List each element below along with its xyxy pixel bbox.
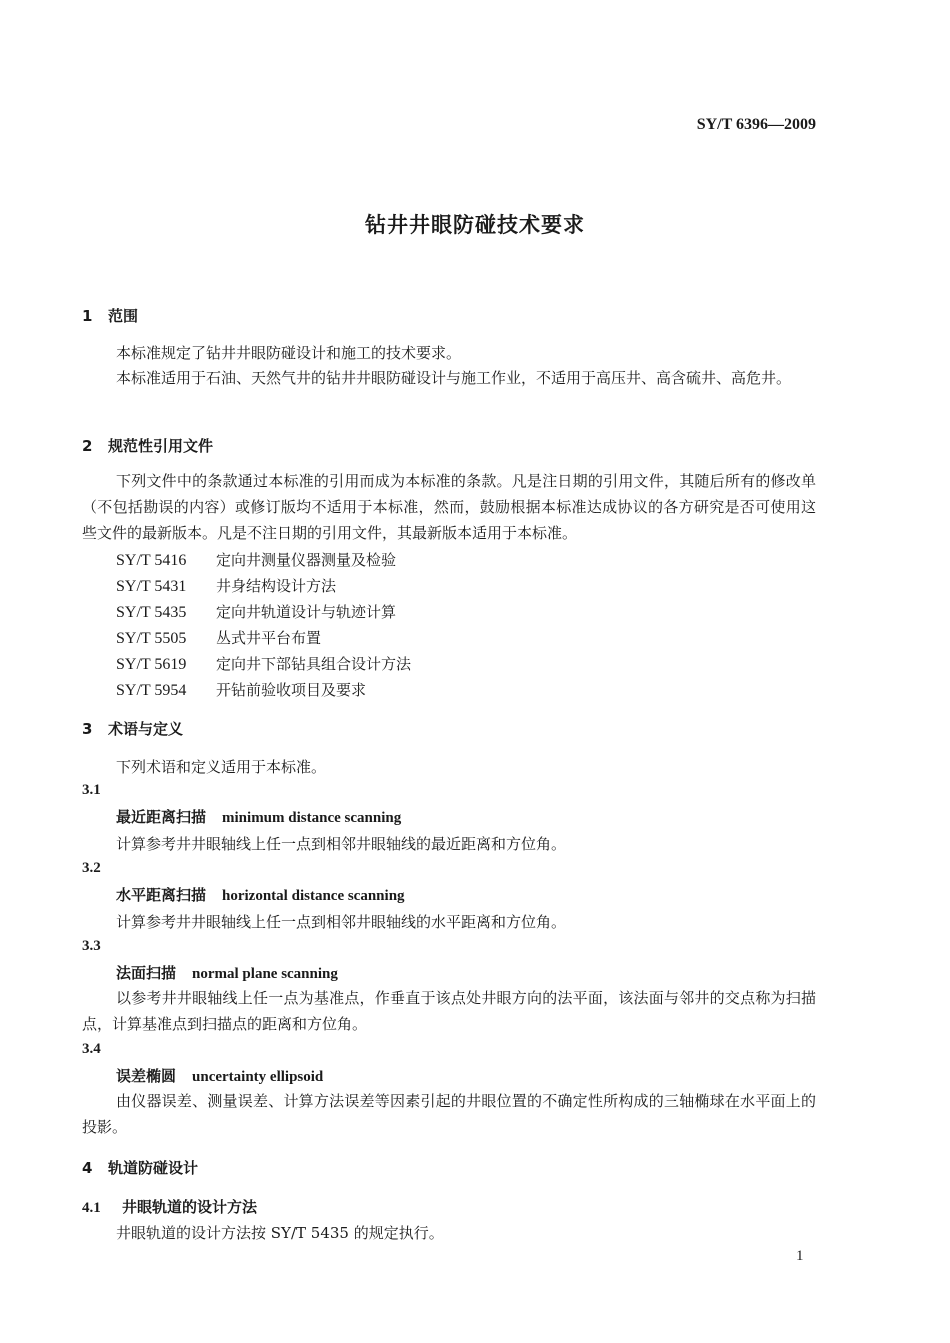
reference-code: SY/T 5505	[116, 630, 187, 647]
term-number: 3.4	[82, 1041, 101, 1057]
term-zh: 水平距离扫描	[116, 886, 207, 904]
section-title: 范围	[108, 307, 139, 325]
paragraph: 本标准规定了钻井井眼防碰设计和施工的技术要求。	[116, 344, 462, 362]
term-en: minimum distance scanning	[222, 810, 402, 826]
subsection-number: 4.1	[82, 1200, 101, 1216]
section-title: 术语与定义	[108, 720, 184, 738]
term-en: horizontal distance scanning	[222, 888, 405, 904]
paragraph: 下列术语和定义适用于本标准。	[116, 758, 327, 776]
term-heading	[116, 884, 405, 905]
term-heading	[116, 962, 338, 983]
term-number: 3.3	[82, 938, 101, 954]
reference-name: 开钻前验收项目及要求	[216, 681, 367, 699]
section-4-heading	[82, 1157, 198, 1178]
reference-code: SY/T 5416	[116, 552, 187, 569]
section-1-heading	[82, 305, 138, 326]
term-definition: 计算参考井井眼轴线上任一点到相邻井眼轴线的最近距离和方位角。	[116, 835, 567, 853]
term-zh: 最近距离扫描	[116, 808, 207, 826]
subsection-title: 井眼轨道的设计方法	[122, 1198, 258, 1216]
paragraph: 下列文件中的条款通过本标准的引用而成为本标准的条款。凡是注日期的引用文件，其随后所有的修改单（不包括勘误的内容）或修订版均不适用于本标准，然而，鼓励根据本标准达成协议的各方研究是否可使用这些文件的最新版本。凡是不注日期的引用文件，其最新版本适用于本标准。	[82, 472, 816, 542]
term-zh: 误差椭圆	[116, 1067, 177, 1085]
reference-item	[116, 575, 336, 596]
reference-item	[116, 627, 321, 648]
reference-name: 定向井测量仪器测量及检验	[216, 551, 397, 569]
section-number: 3	[82, 720, 93, 738]
section-number: 2	[82, 437, 93, 455]
reference-name: 井身结构设计方法	[216, 577, 337, 595]
reference-code: SY/T 5435	[116, 604, 187, 621]
reference-code: SY/T 5954	[116, 682, 187, 699]
term-en: uncertainty ellipsoid	[192, 1069, 324, 1085]
reference-item	[116, 549, 396, 570]
term-definition: 以参考井井眼轴线上任一点为基准点，作垂直于该点处井眼方向的法平面，该法面与邻井的交点称为扫描点，计算基准点到扫描点的距离和方位角。	[82, 989, 816, 1033]
paragraph: 井眼轨道的设计方法按 SY/T 5435 的规定执行。	[116, 1224, 444, 1242]
reference-item	[116, 653, 411, 674]
term-heading	[116, 806, 401, 827]
reference-name: 定向井轨道设计与轨迹计算	[216, 603, 397, 621]
term-zh: 法面扫描	[116, 964, 177, 982]
reference-item	[116, 601, 396, 622]
term-definition: 计算参考井井眼轴线上任一点到相邻井眼轴线的水平距离和方位角。	[116, 913, 567, 931]
reference-item	[116, 679, 366, 700]
paragraph: 本标准适用于石油、天然气井的钻井井眼防碰设计与施工作业，不适用于高压井、高含硫井、高危井。	[116, 369, 792, 387]
reference-code: SY/T 5619	[116, 656, 187, 673]
section-title: 轨道防碰设计	[108, 1159, 199, 1177]
section-3-heading	[82, 718, 183, 739]
term-heading	[116, 1065, 323, 1086]
term-definition: 由仪器误差、测量误差、计算方法误差等因素引起的井眼位置的不确定性所构成的三轴椭球在水平面上的投影。	[82, 1092, 816, 1136]
reference-name: 定向井下部钻具组合设计方法	[216, 655, 412, 673]
reference-name: 丛式井平台布置	[216, 629, 322, 647]
term-en: normal plane scanning	[192, 966, 338, 982]
subsection-4-1-heading	[82, 1196, 257, 1217]
term-number: 3.2	[82, 860, 101, 876]
reference-code: SY/T 5431	[116, 578, 187, 595]
section-title: 规范性引用文件	[108, 437, 214, 455]
page-title: 钻井井眼防碰技术要求	[365, 213, 585, 237]
section-number: 1	[82, 307, 93, 325]
section-number: 4	[82, 1159, 93, 1177]
term-number: 3.1	[82, 782, 101, 798]
page-number: 1	[796, 1248, 804, 1264]
section-2-heading	[82, 435, 213, 456]
standard-code: SY/T 6396—2009	[696, 116, 816, 133]
